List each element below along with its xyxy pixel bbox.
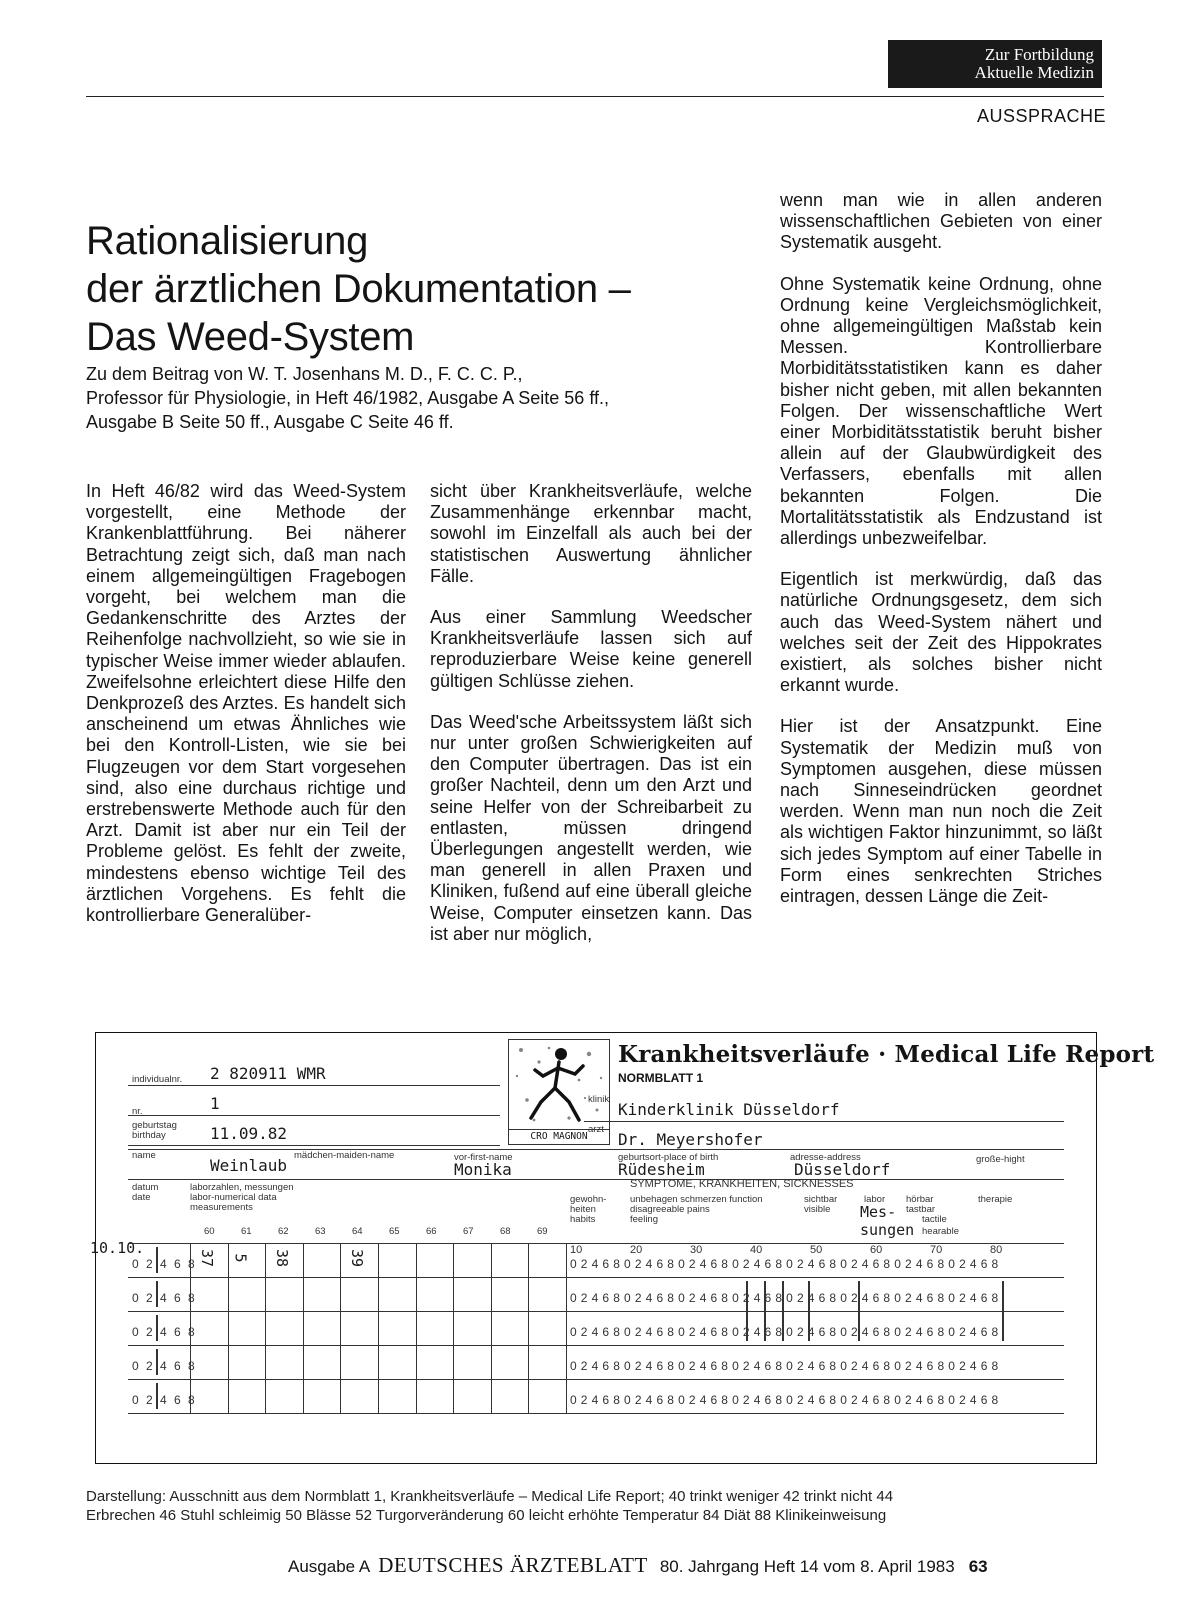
lab-scale-label: 62 [278, 1226, 289, 1237]
lab-scale-label: 65 [389, 1226, 400, 1237]
lab-entry: 38 [273, 1248, 292, 1268]
label-feeling: feeling [630, 1214, 658, 1225]
label-hearable: hearable [922, 1226, 959, 1237]
day-scale: 0 2 4 6 8 [132, 1359, 197, 1373]
value-nr: 1 [210, 1094, 220, 1113]
running-man-icon [509, 1040, 609, 1128]
day-scale: 0 2 4 6 8 [132, 1393, 197, 1407]
form-subtitle: NORMBLATT 1 [618, 1071, 704, 1085]
grid-line [228, 1243, 229, 1413]
grid-line [128, 1413, 1064, 1414]
day-mark [156, 1247, 158, 1273]
value-arzt: Dr. Meyershofer [618, 1130, 763, 1149]
grid-line [453, 1243, 454, 1413]
label-unbehagen: unbehagen schmerzen function [630, 1194, 763, 1205]
label-arzt: arzt [588, 1124, 604, 1135]
lab-scale-label: 66 [426, 1226, 437, 1237]
lab-scale-label: 60 [204, 1226, 215, 1237]
article-reference [86, 362, 766, 434]
lab-scale-label: 69 [537, 1226, 548, 1237]
value-klinik: Kinderklinik Düsseldorf [618, 1100, 840, 1119]
article-title [86, 217, 686, 361]
day-mark [156, 1383, 158, 1409]
value-individualnr: 2 820911 WMR [210, 1064, 326, 1083]
caption-line: Erbrechen 46 Stuhl schleimig 50 Blässe 52 Turgorveränderung 60 leicht erhöhte Temperatur 84 Diät 88 Klinikeinweisung [86, 1507, 887, 1524]
footer-edition: Ausgabe A [288, 1557, 371, 1576]
grid-line [303, 1243, 304, 1413]
label-klinik: klinik [588, 1094, 610, 1105]
label-geburtstag: geburtstag [132, 1120, 177, 1131]
day-scale: 0 2 4 6 8 [132, 1325, 197, 1339]
field-line [128, 1085, 500, 1086]
lab-scale-label: 64 [352, 1226, 363, 1237]
text-column-1 [86, 481, 406, 946]
page-number: 63 [968, 1557, 988, 1576]
value-adresse: Düsseldorf [794, 1160, 891, 1179]
symptom-digits: 0 2 4 6 8 0 2 4 6 8 0 2 4 6 8 0 2 4 6 8 0 2 4 6 8 0 2 4 6 8 0 2 4 6 8 0 2 4 6 8 [570, 1291, 999, 1305]
grid-line [265, 1243, 266, 1413]
label-datum: datum [132, 1182, 159, 1193]
logo-caption: CRO MAGNON [509, 1129, 609, 1144]
day-mark [156, 1281, 158, 1307]
paragraph: Eigentlich ist merkwürdig, daß das natürliche Ordnungsgesetz, dem sich auch das Weed-System nähert und welches seit der Zeit des Hippokrates existiert, als solches bisher nicht erkannt wurde. [780, 569, 1102, 696]
form-title: Krankheitsverläufe · Medical Life Report [618, 1041, 1155, 1068]
lab-scale-label: 61 [241, 1226, 252, 1237]
symptom-scale-label: 60 [870, 1244, 883, 1256]
symptom-scale-label: 10 [570, 1244, 583, 1256]
footer-publication: DEUTSCHES ÄRZTEBLATT [378, 1553, 648, 1577]
medical-life-report-form [90, 1032, 1155, 1464]
label-hoerbar: hörbar [906, 1194, 934, 1205]
symptom-digits: 0 2 4 6 8 0 2 4 6 8 0 2 4 6 8 0 2 4 6 8 0 2 4 6 8 0 2 4 6 8 0 2 4 6 8 0 2 4 6 8 [570, 1257, 999, 1271]
field-line [128, 1149, 1064, 1150]
grid-line [566, 1243, 567, 1413]
value-vorname: Monika [454, 1160, 512, 1179]
section-label: AUSSPRACHE [976, 106, 1106, 126]
label-nr: nr. [132, 1106, 143, 1117]
grid-line [340, 1243, 341, 1413]
label-laborzahlen: laborzahlen, messungen [190, 1182, 294, 1193]
symptom-mark [746, 1281, 748, 1341]
label-vorname: vor-first-name [454, 1152, 513, 1163]
day-scale: 0 2 4 6 8 [132, 1291, 197, 1305]
value-labor-handwritten-2: sungen [860, 1221, 915, 1239]
symptom-scale-label: 70 [930, 1244, 943, 1256]
symptom-mark [1002, 1281, 1004, 1341]
lab-entry: 5 [231, 1253, 250, 1263]
title-line: Rationalisierung [86, 218, 369, 263]
label-tactile: tactile [922, 1214, 947, 1225]
label-measurements: measurements [190, 1202, 253, 1213]
paragraph: Ohne Systematik keine Ordnung, ohne Ordnung keine Vergleichsmöglichkeit, ohne allgemeingültigen Maßstab kein Messen. Kontrollierbare Morbiditätsstatistiken kann es daher bisher nicht geben, mit allen bekannten Folgen. Der wissenschaftliche Wert einer Morbiditätsstatistik beruht bisher allein auf der Glaubwürdigkeit des Verfassers, ebenfalls mit allen bekannten Folgen. Die Mortalitätsstatistik als Endzustand ist allerdings unbezweifelbar. [780, 273, 1102, 549]
label-birthday: birthday [132, 1130, 166, 1141]
grid-line [416, 1243, 417, 1413]
symptom-scale-label: 80 [990, 1244, 1003, 1256]
lab-scale-label: 67 [463, 1226, 474, 1237]
field-line [128, 1115, 500, 1116]
symptom-digits: 0 2 4 6 8 0 2 4 6 8 0 2 4 6 8 0 2 4 6 8 0 2 4 6 8 0 2 4 6 8 0 2 4 6 8 0 2 4 6 8 [570, 1325, 999, 1339]
grid-line [128, 1243, 1064, 1244]
field-line [128, 1179, 1064, 1180]
label-maedchenname: mädchen-maiden-name [294, 1150, 395, 1161]
symptom-digits: 0 2 4 6 8 0 2 4 6 8 0 2 4 6 8 0 2 4 6 8 0 2 4 6 8 0 2 4 6 8 0 2 4 6 8 0 2 4 6 8 [570, 1359, 999, 1373]
text-column-2 [430, 481, 752, 965]
paragraph: wenn man wie in allen anderen wissenschaftlichen Gebieten von einer Systematik ausgeht. [780, 190, 1102, 253]
reference-line: Ausgabe B Seite 50 ff., Ausgabe C Seite 46 ff. [86, 412, 454, 432]
paragraph: Aus einer Sammlung Weedscher Krankheitsverläufe lassen sich auf reproduzierbare Weise keine generell gültigen Schlüsse ziehen. [430, 607, 752, 691]
header-rule [86, 96, 1104, 97]
paragraph: Hier ist der Ansatzpunkt. Eine Systematik der Medizin muß von Symptomen ausgehen, diese müssen nach Sinneseindrücken geordnet werden. Wenn man nun noch die Zeit als wichtigen Faktor hinzunimmt, so läßt sich jedes Symptom auf einer Tabelle in Form eines senkrechten Striches eintragen, dessen Länge die Zeit- [780, 716, 1102, 907]
lab-scale-label: 68 [500, 1226, 511, 1237]
grid-line [128, 1311, 1064, 1312]
value-labor-handwritten-1: Mes- [860, 1203, 897, 1221]
grid-line [128, 1379, 1064, 1380]
paragraph: Das Weed'sche Arbeitssystem läßt sich nur unter großen Schwierigkeiten auf den Computer übertragen. Das ist ein großer Nachteil, denn um den Arzt und seine Helfer von der Schreibarbeit zu entlasten, müssen dringend Überlegungen angestellt werden, wie man generell in allen Praxen und Kliniken, fußend auf eine überall gleiche Weise, Computer einsetzen kann. Das ist aber nur möglich, [430, 711, 752, 944]
label-therapie: therapie [978, 1194, 1013, 1205]
grid-line [378, 1243, 379, 1413]
day-mark [156, 1315, 158, 1341]
label-heiten: heiten [570, 1204, 596, 1215]
label-individualnr: individualnr. [132, 1074, 183, 1085]
badge-line-1: Zur Fortbildung [984, 45, 1094, 64]
badge-line-2: Aktuelle Medizin [974, 63, 1094, 82]
label-gewohnheiten: gewohn- [570, 1194, 607, 1205]
value-date: 10.10. [90, 1239, 145, 1257]
lab-scale-label: 63 [315, 1226, 326, 1237]
day-scale: 0 2 4 6 8 [132, 1257, 197, 1271]
grid-line [528, 1243, 529, 1413]
value-geburtsort: Rüdesheim [618, 1160, 705, 1179]
reference-line: Professor für Physiologie, in Heft 46/1982, Ausgabe A Seite 56 ff., [86, 388, 610, 408]
label-visible: visible [804, 1204, 831, 1215]
symptom-mark [858, 1281, 860, 1341]
label-labor-numerical: labor-numerical data [190, 1192, 277, 1203]
symptom-digits: 0 2 4 6 8 0 2 4 6 8 0 2 4 6 8 0 2 4 6 8 0 2 4 6 8 0 2 4 6 8 0 2 4 6 8 0 2 4 6 8 [570, 1393, 999, 1407]
paragraph: In Heft 46/82 wird das Weed-System vorgestellt, eine Methode der Krankenblattführung. Bei näherer Betrachtung zeigt sich, daß man nach einem allgemeingültigen Fragebogen vorgeht, bei welchem man die Gedankenschritte des Arztes der Reihenfolge nachvollzieht, so wie sie in typischer Weise immer wieder ablaufen. Zweifelsohne erleichtert diese Hilfe den Denkprozeß des Arztes. Es handelt sich anscheinend um etwas Ähnliches wie bei den Kontroll-Listen, wie sie bei Flugzeugen vor dem Start vorgesehen sind, also eine durchaus richtige und erstrebenswerte Methode auch für den Arzt. Damit ist aber nur ein Teil der Probleme gelöst. Es fehlt der zweite, mindestens ebenso wichtige Teil des ärztlichen Vorgehens. Es fehlt die kontrollierbare Generalüber- [86, 481, 406, 926]
field-line [128, 1145, 500, 1146]
label-geburtsort: geburtsort-place of birth [618, 1152, 719, 1163]
label-habits: habits [570, 1214, 596, 1225]
symptom-scale-label: 30 [690, 1244, 703, 1256]
symptom-mark [808, 1281, 810, 1341]
label-disagreeable: disagreeable pains [630, 1204, 710, 1215]
section-badge [888, 40, 1102, 88]
label-date: date [132, 1192, 151, 1203]
value-birthday: 11.09.82 [210, 1124, 288, 1143]
field-line [584, 1121, 1064, 1122]
symptom-mark [782, 1281, 784, 1341]
caption-line: Darstellung: Ausschnitt aus dem Normblatt 1, Krankheitsverläufe – Medical Life Report; 40 trinkt weniger 42 trinkt nicht 44 [86, 1488, 894, 1505]
label-sichtbar: sichtbar [804, 1194, 838, 1205]
title-line: der ärztlichen Dokumentation – [86, 266, 631, 311]
label-symptome: SYMPTOME, KRANKHEITEN, SICKNESSES [630, 1178, 854, 1190]
text-column-3 [780, 190, 1102, 927]
label-tastbar: tastbar [906, 1204, 936, 1215]
paragraph: sicht über Krankheitsverläufe, welche Zusammenhänge erkennbar macht, sowohl im Einzelfall als auch bei der statistischen Auswertung ähnlicher Fälle. [430, 481, 752, 586]
label-adresse: adresse-address [790, 1152, 861, 1163]
page-footer [288, 1553, 988, 1578]
label-labor: labor [864, 1194, 886, 1205]
value-name: Weinlaub [210, 1156, 288, 1175]
day-mark [156, 1349, 158, 1375]
symptom-scale-label: 20 [630, 1244, 643, 1256]
figure-caption [86, 1487, 1106, 1525]
reference-line: Zu dem Beitrag von W. T. Josenhans M. D., F. C. C. P., [86, 364, 523, 384]
grid-line [491, 1243, 492, 1413]
title-line: Das Weed-System [86, 314, 415, 359]
lab-entry: 39 [348, 1248, 367, 1268]
symptom-mark [764, 1281, 766, 1341]
symptom-scale-label: 40 [750, 1244, 763, 1256]
lab-entry: 37 [198, 1248, 217, 1268]
grid-line [128, 1345, 1064, 1346]
symptom-scale-label: 50 [810, 1244, 823, 1256]
footer-issue: 80. Jahrgang Heft 14 vom 8. April 1983 [659, 1557, 955, 1576]
label-name: name [132, 1150, 156, 1161]
grid-line [128, 1277, 1064, 1278]
label-groesse: große-hight [976, 1154, 1025, 1165]
